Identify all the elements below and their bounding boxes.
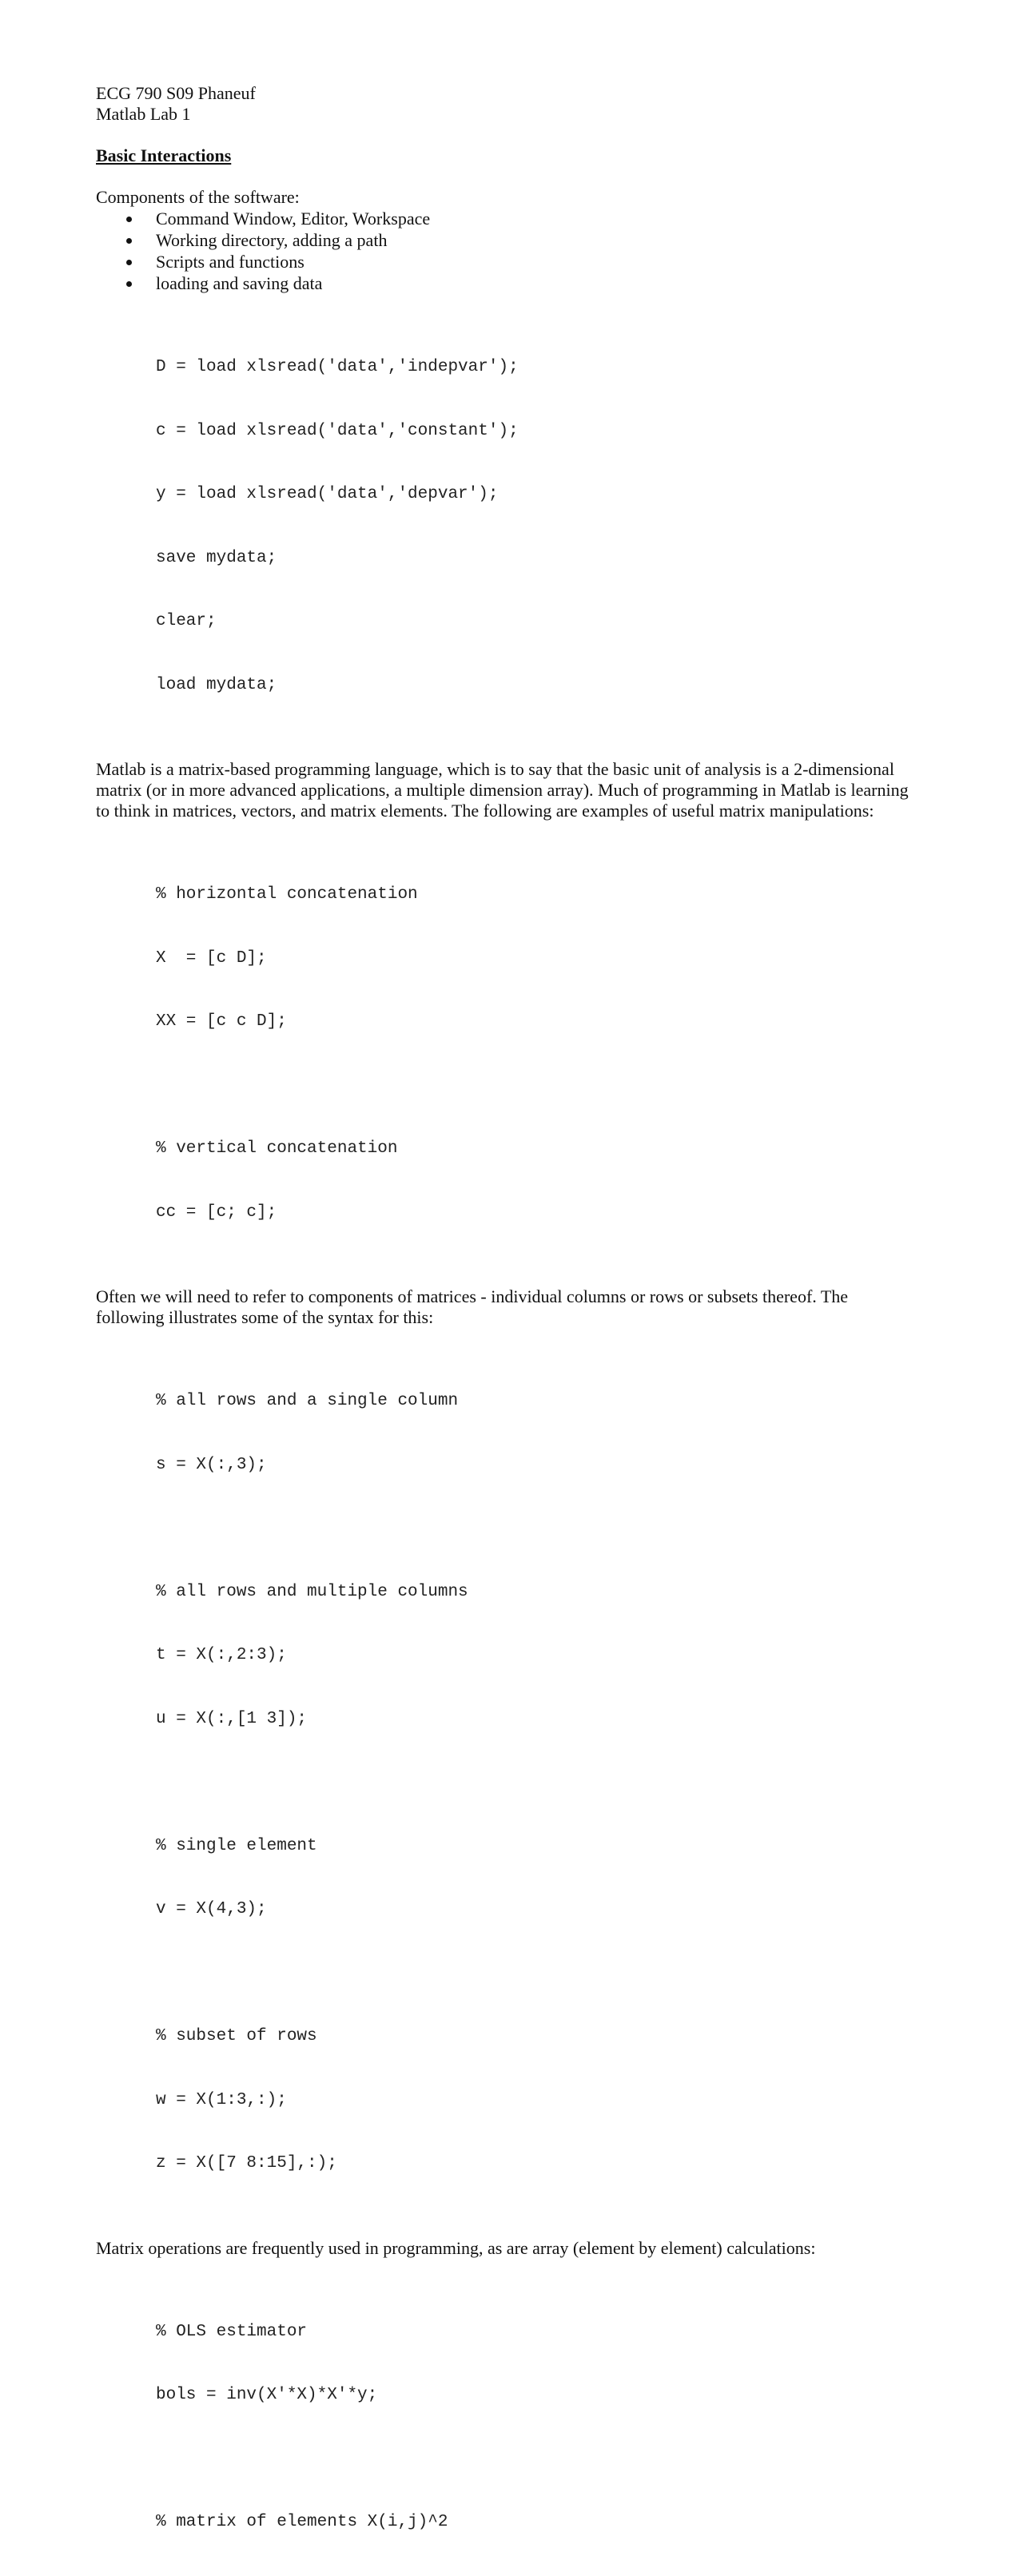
paragraph-components: Often we will need to refer to components of matrices - individual columns or rows or subsets thereof. The following illustrates some of the syntax for this:: [96, 1286, 849, 1327]
code-gap: [156, 2449, 927, 2471]
bullet-icon: [126, 281, 132, 287]
paragraph-matrix-intro: Matlab is a matrix-based programming language, which is to say that the basic unit of analysis is a 2-dimensional matrix (or in more advanced applications, a multiple dimension array). Much of programming in Matlab is learning to think in matrices, vectors, and matrix elements. The following are examples of useful matrix manipulations:: [96, 759, 909, 821]
bullet-icon: [126, 260, 132, 265]
code-block-concatenation: [156, 842, 927, 1266]
code-block-indexing: [156, 1349, 927, 2217]
code-line: clear;: [156, 612, 217, 630]
code-line: y = load xlsread('data','depvar');: [156, 485, 499, 503]
code-comment: % all rows and multiple columns: [156, 1582, 468, 1601]
code-block-load: [156, 315, 927, 738]
code-line: v = X(4,3);: [156, 1900, 267, 1918]
code-line: cc = [c; c];: [156, 1203, 277, 1222]
list-item-text: Command Window, Editor, Workspace: [156, 209, 431, 229]
list-item: [96, 229, 927, 251]
list-item: [96, 208, 927, 229]
code-line: XX = [c c D];: [156, 1012, 287, 1031]
code-gap: [156, 1075, 927, 1097]
paragraph-operations: Matrix operations are frequently used in programming, as are array (element by element) calculations:: [96, 2237, 816, 2258]
code-comment: % all rows and a single column: [156, 1392, 459, 1410]
code-comment: % matrix of elements X(i,j)^2: [156, 2513, 448, 2531]
section-heading: Basic Interactions: [96, 145, 232, 165]
components-list: [96, 208, 927, 294]
bullet-icon: [126, 217, 132, 222]
code-line: c = load xlsread('data','constant');: [156, 421, 519, 440]
code-gap: [156, 1518, 927, 1540]
lab-title: Matlab Lab 1: [96, 104, 191, 124]
list-item: [96, 251, 927, 272]
bullet-icon: [126, 238, 132, 244]
list-item-text: Working directory, adding a path: [156, 230, 388, 250]
code-line: save mydata;: [156, 548, 277, 567]
course-line: ECG 790 S09 Phaneuf: [96, 83, 256, 103]
code-line: load mydata;: [156, 675, 277, 694]
code-line: z = X([7 8:15],:);: [156, 2154, 337, 2173]
code-comment: % OLS estimator: [156, 2322, 308, 2341]
code-line: X = [c D];: [156, 948, 267, 968]
code-line: bols = inv(X'*X)*X'*y;: [156, 2386, 378, 2404]
document-page: [96, 83, 927, 2576]
code-gap: [156, 1772, 927, 1794]
list-item: [96, 272, 927, 294]
code-line: u = X(:,[1 3]);: [156, 1709, 308, 1728]
components-intro: Components of the software:: [96, 187, 300, 207]
list-item-text: Scripts and functions: [156, 252, 305, 272]
code-comment: % single element: [156, 1836, 317, 1855]
code-line: s = X(:,3);: [156, 1455, 267, 1474]
list-item-text: loading and saving data: [156, 273, 323, 293]
code-comment: % horizontal concatenation: [156, 885, 418, 904]
code-comment: % subset of rows: [156, 2027, 317, 2045]
code-block-operations: [156, 2280, 927, 2576]
code-gap: [156, 1963, 927, 1985]
code-line: w = X(1:3,:);: [156, 2090, 287, 2109]
code-comment: % vertical concatenation: [156, 1139, 398, 1158]
code-line: D = load xlsread('data','indepvar');: [156, 358, 519, 376]
code-line: t = X(:,2:3);: [156, 1646, 287, 1664]
